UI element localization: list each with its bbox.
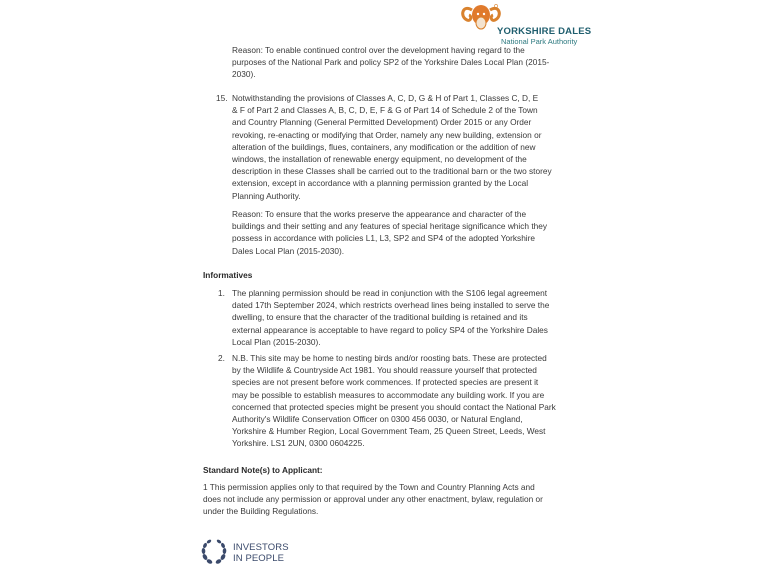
- text-line: alteration of the buildings, flues, containers, any modification or the addition of new: [232, 141, 536, 152]
- informative-2-number: 2.: [218, 353, 225, 363]
- text-line: Yorkshire. LS1 2UN, 0300 0604225.: [232, 438, 365, 449]
- yorkshire-dales-logo: [455, 2, 592, 48]
- text-line: & F of Part 2 and Classes A, B, C, D, E, F & G of Part 14 of Schedule 2 of the Town: [232, 105, 538, 116]
- condition-15-body: [232, 92, 552, 202]
- condition-15-number: 15.: [216, 93, 228, 103]
- text-line: 1 This permission applies only to that required by the Town and Country Planning Acts and: [203, 482, 535, 492]
- text-line: 2030).: [232, 69, 256, 80]
- standard-notes-heading: Standard Note(s) to Applicant:: [203, 465, 323, 475]
- text-line: Authority's Wildlife Conservation Officer on 0300 456 0030, or Natural England,: [232, 414, 523, 425]
- text-line: buildings and their setting and any features of special heritage significance which they: [232, 221, 548, 232]
- text-line: extension, except in accordance with a planning permission granted by the Local: [232, 178, 529, 189]
- investors-in-people-logo: [200, 536, 310, 568]
- text-line: Dales Local Plan (2015-2030).: [232, 245, 345, 256]
- text-line: external appearance is acceptable to have regard to policy SP4 of the Yorkshire Dales: [232, 324, 548, 335]
- iip-line-1: INVESTORS: [233, 542, 289, 553]
- text-line: purposes of the National Park and policy SP2 of the Yorkshire Dales Local Plan (2015-: [232, 57, 550, 68]
- informative-1-body: [232, 287, 549, 348]
- reason-paragraph-15: [232, 208, 547, 257]
- laurel-wreath-icon: [200, 538, 228, 566]
- informative-2-body: [232, 352, 556, 450]
- text-line: under the Building Regulations.: [203, 506, 319, 517]
- text-line: description in these Classes shall be carried out to the traditional barn or the two storey: [232, 166, 552, 177]
- iip-line-2: IN PEOPLE: [233, 553, 285, 564]
- text-line: may be possible to establish measures to accommodate any building work. If you are: [232, 389, 545, 400]
- text-line: dated 17th September 2024, which restricts overhead lines being installed to serve the: [232, 300, 550, 311]
- text-line: Planning Authority.: [232, 190, 301, 201]
- reason-paragraph-14: [232, 44, 549, 81]
- text-line: concerned that protected species might be present you should contact the National Park: [232, 401, 556, 412]
- text-line: Local Plan (2015-2030).: [232, 336, 321, 347]
- text-line: N.B. This site may be home to nesting birds and/or roosting bats. These are protected: [232, 353, 547, 363]
- text-line: by the Wildlife & Countryside Act 1981. You should reassure yourself that protected: [232, 365, 537, 376]
- text-line: possess in accordance with policies L1, L3, SP2 and SP4 of the adopted Yorkshire: [232, 233, 536, 244]
- text-line: dwelling, to ensure that the character of the traditional building is retained and its: [232, 312, 528, 323]
- text-line: species are not present before work commences. If protected species are present it: [232, 377, 539, 388]
- text-line: revoking, re-enacting or modifying that Order, namely any new building, extension or: [232, 129, 542, 140]
- informative-1-number: 1.: [218, 288, 225, 298]
- text-line: windows, the installation of renewable energy equipment, no development of the: [232, 154, 527, 165]
- text-line: does not include any permission or approval under any other enactment, bylaw, regulation or: [203, 494, 543, 505]
- standard-notes-body: [203, 481, 543, 518]
- text-line: Notwithstanding the provisions of Classes A, C, D, G & H of Part 1, Classes C, D, E: [232, 93, 539, 103]
- text-line: Reason: To enable continued control over the development having regard to the: [232, 45, 525, 55]
- informatives-heading: Informatives: [203, 270, 253, 280]
- text-line: Yorkshire & Humber Region, Local Government Team, 25 Queen Street, Leeds, West: [232, 426, 546, 437]
- text-line: Reason: To ensure that the works preserve the appearance and character of the: [232, 209, 527, 219]
- logo-title: YORKSHIRE DALES: [497, 26, 592, 37]
- logo-subtitle: National Park Authority: [501, 37, 578, 46]
- text-line: The planning permission should be read in conjunction with the S106 legal agreement: [232, 288, 548, 298]
- text-line: and Country Planning (General Permitted Development) Order 2015 or any Order: [232, 117, 532, 128]
